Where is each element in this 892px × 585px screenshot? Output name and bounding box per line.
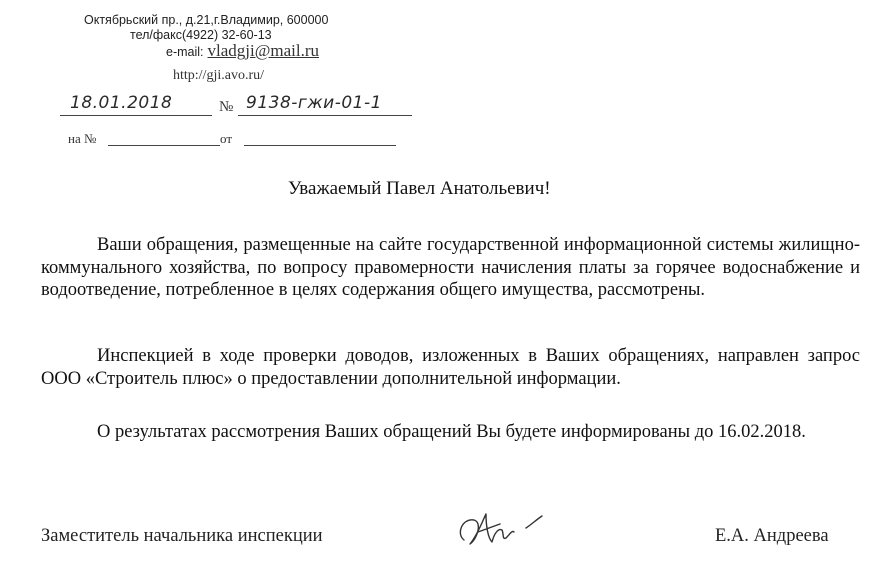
reply-number-label: на № <box>68 131 97 146</box>
address-line: Октябрьский пр., д.21,г.Владимир, 600000 <box>84 13 329 27</box>
email-line <box>166 41 319 61</box>
signatory-position: Заместитель начальника инспекции <box>41 526 323 546</box>
number-underline <box>238 115 412 116</box>
paragraph-2: Инспекцией в ходе проверки доводов, изложенных в Ваших обращениях, направлен запрос ООО «Строитель плюс» о предоставлении дополнительной информации. <box>41 346 860 389</box>
website-line <box>173 66 264 84</box>
email-link[interactable]: vladgji@mail.ru <box>207 41 320 60</box>
greeting: Уважаемый Павел Анатольевич! <box>288 178 551 199</box>
handwritten-date: 18.01.2018 <box>70 93 173 113</box>
paragraph-3: О результатах рассмотрения Ваших обращений Вы будете информированы до 16.02.2018. <box>97 422 806 442</box>
handwritten-number: 9138-гжи-01-1 <box>246 93 382 113</box>
email-label: e-mail: <box>166 45 204 59</box>
signatory-name: Е.А. Андреева <box>715 526 829 546</box>
number-label: № <box>219 99 234 115</box>
handwritten-signature <box>452 504 552 554</box>
reply-number-blank <box>108 145 220 146</box>
reply-date-blank <box>244 145 396 146</box>
website-link[interactable]: http://gji.avo.ru/ <box>173 68 264 83</box>
paragraph-1: Ваши обращения, размещенные на сайте государственной информационной системы жилищно-коммунального хозяйства, по вопросу правомерности начисления платы за горячее водоснабжение и водоотведение, потребленное в целях содержания общего имущества, рассмотрены. <box>41 235 860 300</box>
reply-from-label: от <box>220 131 233 146</box>
date-underline <box>60 115 212 116</box>
phone-line: тел/факс(4922) 32-60-13 <box>130 28 272 42</box>
